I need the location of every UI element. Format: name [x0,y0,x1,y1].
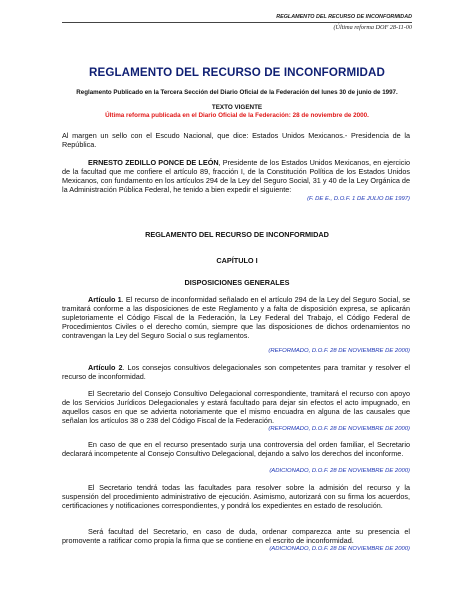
article-1-reference: (REFORMADO, D.O.F. 28 DE NOVIEMBRE DE 2000) [268,348,410,354]
chapter-number: CAPÍTULO I [216,256,258,265]
texto-vigente: TEXTO VIGENTE [211,104,263,111]
paragraph-secretario: El Secretario del Consejo Consultivo Delegacional correspondiente, tramitará el recurso con apoyo de los Servicios Jurídicos Delegacionales y estará facultado para dejar sin efectos el acto impugnado, en aquellos casos en que se advierta notoriamente que el mismo encuadra en alguna de las causales que señalan los artículos 38 o 238 del Código Fiscal de la Federación. [62,389,410,425]
president-name: ERNESTO ZEDILLO PONCE DE LEÓN [88,158,219,167]
ultima-reforma-note: Última reforma publicada en el Diario Oficial de la Federación: 28 de noviembre de 2000. [105,112,369,119]
article-1 [62,296,410,341]
secretario-reference: (REFORMADO, D.O.F. 28 DE NOVIEMBRE DE 2000) [268,426,410,432]
article-1-label: Artículo 1 [88,295,122,304]
controversia-reference: (ADICIONADO, D.O.F. 28 DE NOVIEMBRE DE 2000) [269,468,410,474]
paragraph-firma: Será facultad del Secretario, en caso de duda, ordenar comparezca ante su presencia el promovente a ratificar como propia la firma que se contiene en el escrito de inconformidad. [62,527,410,545]
header-divider [62,22,412,23]
running-header-reform: (Última reforma DOF 28-11-00 [333,24,412,31]
chapter-title: DISPOSICIONES GENERALES [184,278,290,287]
firma-reference: (ADICIONADO, D.O.F. 28 DE NOVIEMBRE DE 2000) [269,546,410,552]
intro-president-paragraph [62,159,410,195]
paragraph-facultades: El Secretario tendrá todas las facultades para resolver sobre la admisión del recurso y la suspensión del procedimiento administrativo de ejecución. Asimismo, autorizará con su firma los acuerdos, certificaciones y notificaciones correspondientes, y pondrá los expedientes en estado de resolución. [62,483,410,510]
president-text: , Presidente de los Estados Unidos Mexicanos, en ejercicio de la facultad que me confiere el artículo 89, fracción I, de la Constitución Política de los Estados Unidos Mexicanos, con fundamento en los artículos 294 de la Ley del Seguro Social, 31 y 40 de la Ley Orgánica de la Administración Pública Federal, he tenido a bien expedir el siguiente: [62,158,410,194]
publication-note: Reglamento Publicado en la Tercera Sección del Diario Oficial de la Federación del lunes 30 de junio de 1997. [76,89,398,96]
article-2 [62,364,410,382]
intro-sello: Al margen un sello con el Escudo Nacional, que dice: Estados Unidos Mexicanos.- Presidencia de la República. [62,131,410,149]
running-header-title: REGLAMENTO DEL RECURSO DE INCONFORMIDAD [276,14,412,20]
reglamento-heading: REGLAMENTO DEL RECURSO DE INCONFORMIDAD [145,230,329,239]
article-1-text: . El recurso de inconformidad señalado en el artículo 294 de la Ley del Seguro Social, se tramitará conforme a las disposiciones de este Reglamento y a falta de disposición expresa, se aplicarán supletoriamente el Código Fiscal de la Federación, la Ley Federal del Trabajo, el Código Federal de Procedimientos Civiles o el derecho común, siempre que las disposiciones de dichos ordenamientos no contravengan la Ley del Seguro Social o sus reglamentos. [62,295,410,340]
intro-reference: (F. DE E., D.O.F. 1 DE JULIO DE 1997) [307,196,410,202]
article-2-label: Artículo 2 [88,363,123,372]
article-2-text: . Los consejos consultivos delegacionales son competentes para tramitar y resolver el recurso de inconformidad. [62,363,411,381]
paragraph-controversia: En caso de que en el recurso presentado surja una controversia del orden familiar, el Secretario declarará incompetente al Consejo Consultivo Delegacional, dejando a salvo los derechos del inconforme. [62,440,410,458]
document-title: REGLAMENTO DEL RECURSO DE INCONFORMIDAD [89,66,385,79]
